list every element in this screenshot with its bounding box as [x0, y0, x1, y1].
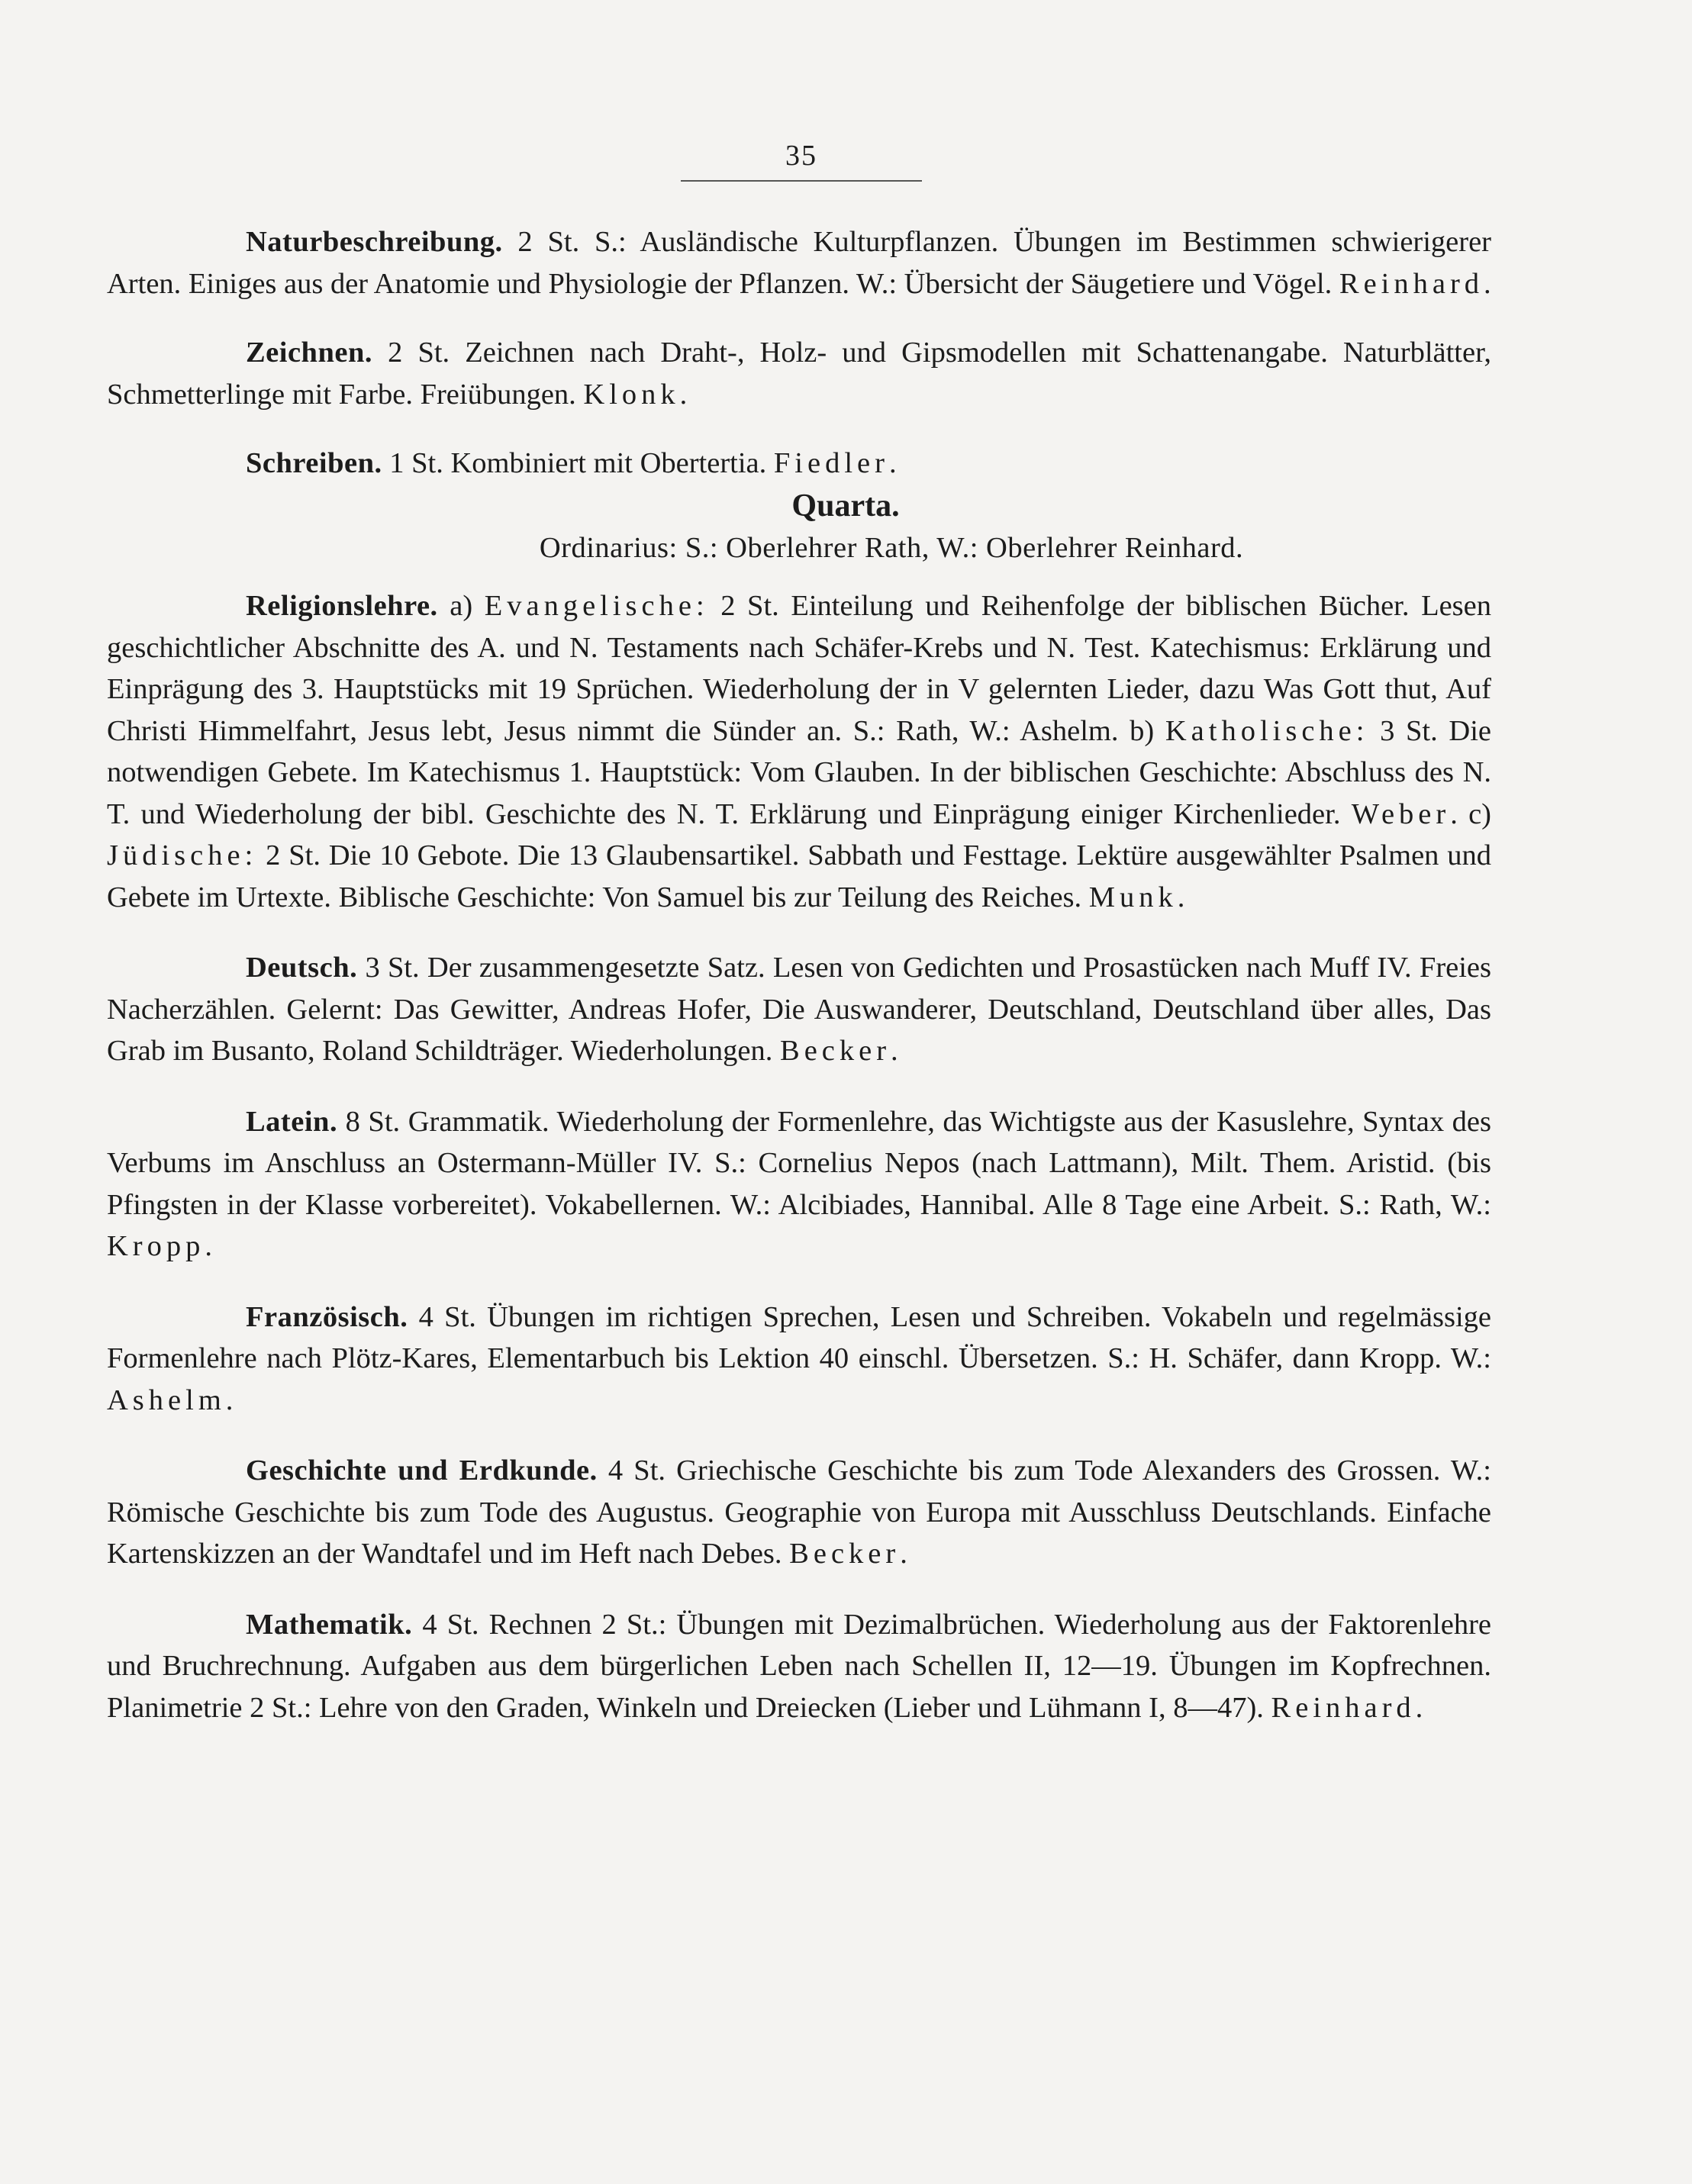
teacher-name: Reinhard [1271, 1691, 1416, 1724]
subject-text: 4 St. Übungen im richtigen Sprechen, Lesen und Schreiben. Vokabeln und regelmässige Formenlehre nach Plötz-Kares, Elementarbuch bis Lektion 40 einschl. Übersetzen. S.: H. Schäfer, dann Kropp. W.: [107, 1300, 1491, 1374]
subject-title: Französisch. [246, 1300, 408, 1333]
subject-title: Naturbeschreibung. [246, 226, 503, 258]
subject-text: 8 St. Grammatik. Wiederholung der Formenlehre, das Wichtigste aus der Kasuslehre, Syntax des Verbums im Anschluss an Ostermann-Müller IV. S.: Cornelius Nepos (nach Lattmann), Milt. Them. Aristid. (bis Pfingsten in der Klasse vorbereitet). Vokabellernen. W.: Alcibiades, Hannibal. Alle 8 Tage eine Arbeit. S.: Rath, W.: [107, 1105, 1491, 1221]
subject-text: 4 St. Rechnen 2 St.: Übungen mit Dezimalbrüchen. Wiederholung aus der Faktorenlehre und Bruchrechnung. Aufgaben aus dem bürgerlichen Leben nach Schellen II, 12—19. Übungen im Kopfrechnen. Planimetrie 2 St.: Lehre von den Graden, Winkeln und Dreiecken (Lieber und Lühmann I, 8—47). [107, 1608, 1491, 1724]
teacher-name: Fiedler [773, 447, 889, 479]
teacher-name: Weber [1351, 797, 1451, 830]
header-rule [681, 180, 922, 182]
subject-title: Zeichnen. [246, 337, 373, 369]
subject-title: Latein. [246, 1105, 338, 1138]
paragraph-religionslehre: Religionslehre. a) Evangelische: 2 St. Einteilung und Reihenfolge der biblischen Bücher. Lesen geschichtlicher Abschnitte des A. und N. Testaments nach Schäfer-Krebs und N. Test. Katechismus: Erklärung und Einprägung des 3. Hauptstücks mit 19 Sprüchen. Wiederholung der in V gelernten Lieder, dazu Was Gott thut, Auf Christi Himmelfahrt, Jesus lebt, Jesus nimmt die Sünder an. S.: Rath, W.: Ashelm. b) Katholische: 3 St. Die notwendigen Gebete. Im Katechismus 1. Hauptstück: Vom Glauben. In der biblischen Geschichte: Abschluss des N. T. und Wiederholung der bibl. Geschichte des N. T. Erklärung und Einprägung einiger Kirchenlieder. Weber. c) Jüdische: 2 St. Die 10 Gebote. Die 13 Glaubensartikel. Sabbath und Festtage. Lektüre ausgewählter Psalmen und Gebete im Urtexte. Biblische Geschichte: Von Samuel bis zur Teilung des Reiches. Munk. [107, 590, 1491, 913]
teacher-name: Reinhard [1339, 267, 1484, 300]
paragraph-geschichte-erdkunde: Geschichte und Erdkunde. 4 St. Griechische Geschichte bis zum Tode Alexanders des Grossen. W.: Römische Geschichte bis zum Tode des Augustus. Geographie von Europa mit Ausschluss Deutschlands. Einfache Kartenskizzen an der Wandtafel und im Heft nach Debes. Becker. [107, 1454, 1491, 1570]
denomination-label: Jüdische: [107, 839, 258, 871]
paragraph-mathematik: Mathematik. 4 St. Rechnen 2 St.: Übungen mit Dezimalbrüchen. Wiederholung aus der Faktorenlehre und Bruchrechnung. Aufgaben aus dem bürgerlichen Leben nach Schellen II, 12—19. Übungen im Kopfrechnen. Planimetrie 2 St.: Lehre von den Graden, Winkeln und Dreiecken (Lieber und Lühmann I, 8—47). Reinhard. [107, 1608, 1491, 1724]
ordinarius-line: Ordinarius: S.: Oberlehrer Rath, W.: Oberlehrer Reinhard. [539, 531, 1244, 564]
subject-title: Schreiben. [246, 447, 382, 479]
denomination-label: Evangelische: [484, 590, 709, 622]
subject-title: Geschichte und Erdkunde. [246, 1454, 598, 1487]
subject-text: 2 St. S.: Ausländische Kulturpflanzen. Übungen im Bestimmen schwierigerer Arten. Einiges aus der Anatomie und Physiologie der Pflanzen. W.: Übersicht der Säugetiere und Vögel. [107, 226, 1491, 300]
paragraph-latein: Latein. 8 St. Grammatik. Wiederholung der Formenlehre, das Wichtigste aus der Kasuslehre, Syntax des Verbums im Anschluss an Ostermann-Müller IV. S.: Cornelius Nepos (nach Lattmann), Milt. Them. Aristid. (bis Pfingsten in der Klasse vorbereitet). Vokabellernen. W.: Alcibiades, Hannibal. Alle 8 Tage eine Arbeit. S.: Rath, W.: Kropp. [107, 1105, 1491, 1262]
denomination-label: Katholische: [1165, 714, 1369, 747]
page-number: 35 [785, 140, 817, 172]
teacher-name: Ashelm [107, 1384, 226, 1416]
paragraph-naturbeschreibung: Naturbeschreibung. 2 St. S.: Ausländische Kulturpflanzen. Übungen im Bestimmen schwierigerer Arten. Einiges aus der Anatomie und Physiologie der Pflanzen. W.: Übersicht der Säugetiere und Vögel. Reinhard. [107, 226, 1491, 300]
paragraph-franzoesisch: Französisch. 4 St. Übungen im richtigen Sprechen, Lesen und Schreiben. Vokabeln und regelmässige Formenlehre nach Plötz-Kares, Elementarbuch bis Lektion 40 einschl. Übersetzen. S.: H. Schäfer, dann Kropp. W.: Ashelm. [107, 1300, 1491, 1416]
teacher-name: Munk [1088, 881, 1178, 913]
paragraph-zeichnen: Zeichnen. 2 St. Zeichnen nach Draht-, Holz- und Gipsmodellen mit Schattenangabe. Naturblätter, Schmetterlinge mit Farbe. Freiübungen. Klonk. [107, 337, 1491, 411]
teacher-name: Klonk [583, 378, 680, 411]
subject-text: 3 St. Der zusammengesetzte Satz. Lesen von Gedichten und Prosastücken nach Muff IV. Freies Nacherzählen. Gelernt: Das Gewitter, Andreas Hofer, Die Auswanderer, Deutschland, Deutschland über alles, Das Grab im Busanto, Roland Schildträger. Wiederholungen. [107, 952, 1491, 1067]
paragraph-deutsch: Deutsch. 3 St. Der zusammengesetzte Satz. Lesen von Gedichten und Prosastücken nach Muff IV. Freies Nacherzählen. Gelernt: Das Gewitter, Andreas Hofer, Die Auswanderer, Deutschland, Deutschland über alles, Das Grab im Busanto, Roland Schildträger. Wiederholungen. Becker. [107, 952, 1491, 1067]
page-body [107, 221, 1491, 1728]
subject-text: 4 St. Griechische Geschichte bis zum Tode Alexanders des Grossen. W.: Römische Geschichte bis zum Tode des Augustus. Geographie von Europa mit Ausschluss Deutschlands. Einfache Kartenskizzen an der Wandtafel und im Heft nach Debes. [107, 1454, 1491, 1570]
paragraph-schreiben: Schreiben. 1 St. Kombiniert mit Obertertia. Fiedler. [246, 447, 897, 479]
class-heading: Quarta. [791, 488, 900, 523]
teacher-name: Becker [780, 1035, 891, 1067]
subject-title: Religionslehre. [246, 590, 438, 622]
teacher-name: Becker [789, 1538, 901, 1570]
subject-title: Deutsch. [246, 952, 358, 984]
subject-text: 1 St. Kombiniert mit Obertertia. [382, 447, 774, 479]
subject-text: 2 St. Zeichnen nach Draht-, Holz- und Gipsmodellen mit Schattenangabe. Naturblätter, Schmetterlinge mit Farbe. Freiübungen. [107, 337, 1491, 411]
subject-title: Mathematik. [246, 1608, 413, 1641]
teacher-name: Kropp [107, 1230, 205, 1262]
